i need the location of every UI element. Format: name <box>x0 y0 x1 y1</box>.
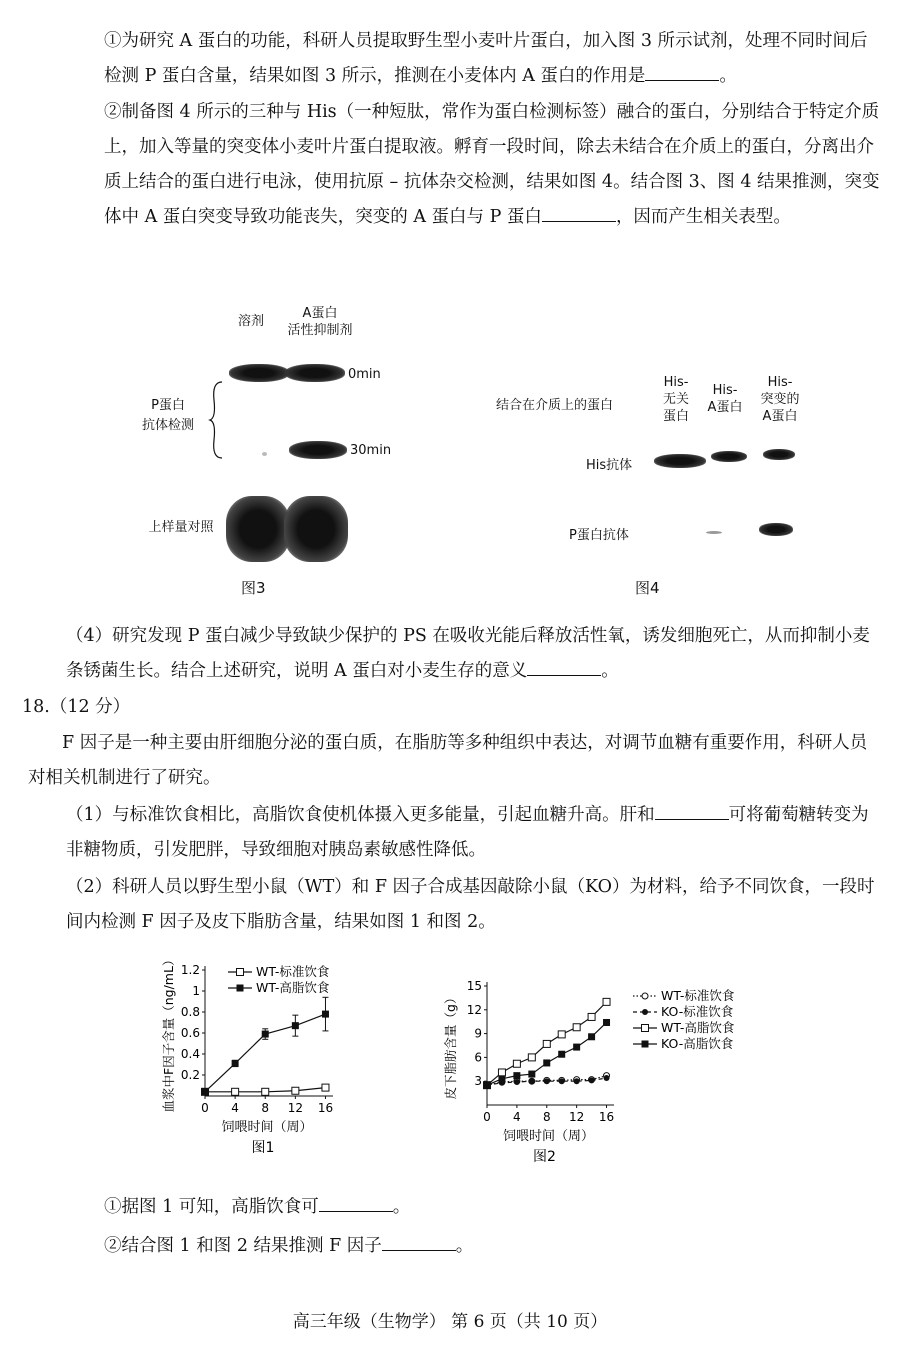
figure-2-chart <box>440 970 790 1165</box>
fig4-col3-label: His- 突变的 A蛋白 <box>760 375 800 424</box>
x-tick-label: 0 <box>483 1110 491 1124</box>
x-tick-label: 12 <box>287 1101 303 1115</box>
figure-1-chart <box>140 953 370 1156</box>
data-point <box>292 1087 299 1094</box>
fig3-loading-band-1 <box>226 496 290 562</box>
answer-blank[interactable] <box>655 801 729 820</box>
data-point <box>484 1082 491 1089</box>
data-point <box>573 1044 580 1051</box>
fig4-p-antibody-label: P蛋白抗体 <box>569 528 629 543</box>
fig3-band-inhibitor-0min <box>285 364 345 382</box>
fig3-caption: 图3 <box>241 579 266 597</box>
data-point <box>588 1013 595 1020</box>
q18-intro: F 因子是一种主要由肝细胞分泌的蛋白质，在脂肪等多种组织中表达，对调节血糖有重要作用，科研人员对相关机制进行了研究。 <box>28 733 868 788</box>
legend-marker <box>642 1041 649 1048</box>
legend-marker <box>642 1009 648 1015</box>
q18-s1-text-a: （1）与标准饮食相比，高脂饮食使机体摄入更多能量，引起血糖升高。肝和 <box>66 805 655 825</box>
y-tick-label: 0.6 <box>180 1026 200 1040</box>
q17-p4-text: （4）研究发现 P 蛋白减少导致缺少保护的 PS 在吸收光能后释放活性氧，诱发细胞死亡，从而抑制小麦条锈菌生长。结合上述研究，说明 A 蛋白对小麦生存的意义 <box>66 626 870 681</box>
legend-label: KO-高脂饮食 <box>661 1036 734 1051</box>
fig4-band-p-mutant-a <box>759 523 793 536</box>
data-point <box>604 1075 610 1081</box>
q18-q2-end: 。 <box>455 1236 474 1256</box>
q18-q2-text: ②结合图 1 和图 2 结果推测 F 因子 <box>104 1236 382 1256</box>
legend-label: WT-高脂饮食 <box>661 1020 735 1035</box>
data-point <box>603 998 610 1005</box>
data-point <box>544 1078 550 1084</box>
x-tick-label: 8 <box>542 1110 551 1124</box>
series-line <box>205 1014 325 1092</box>
fig3-col2-label: A蛋白 活性抑制剂 <box>287 306 353 338</box>
chart-caption: 图2 <box>533 1149 556 1165</box>
y-tick-label: 12 <box>466 1002 482 1017</box>
data-point <box>513 1072 520 1079</box>
y-tick-label: 1 <box>192 984 200 998</box>
legend-marker <box>237 985 244 992</box>
x-tick-label: 0 <box>201 1101 209 1115</box>
q17-p1-text: ①为研究 A 蛋白的功能，科研人员提取野生型小麦叶片蛋白，加入图 3 所示试剂，处理不同时间后检测 P 蛋白含量，结果如图 3 所示，推测在小麦体内 A 蛋白的作用是 <box>104 31 868 86</box>
fig4-caption: 图4 <box>635 579 660 597</box>
data-point <box>292 1022 299 1029</box>
legend-marker <box>237 969 244 976</box>
data-point <box>322 1084 329 1091</box>
y-axis-label: 皮下脂肪含量（g） <box>443 991 458 1100</box>
q18-s1 <box>66 798 882 868</box>
q17-p1-end: 。 <box>719 66 737 86</box>
x-axis-label: 饲喂时间（周） <box>221 1120 313 1135</box>
answer-blank[interactable] <box>527 657 601 676</box>
q17-p4 <box>66 619 882 689</box>
legend-label: WT-标准饮食 <box>661 988 735 1003</box>
data-point <box>262 1088 269 1095</box>
fig4-his-antibody-label: His抗体 <box>586 458 633 473</box>
data-point <box>528 1071 535 1078</box>
chart-caption: 图1 <box>251 1140 275 1156</box>
data-point <box>543 1040 550 1047</box>
data-point <box>543 1059 550 1066</box>
data-point <box>498 1075 505 1082</box>
y-tick-label: 0.8 <box>180 1005 200 1019</box>
legend-label: WT-标准饮食 <box>256 964 330 979</box>
fig3-faint-spot <box>262 452 267 456</box>
fig4-faint-band-a <box>706 531 722 534</box>
y-tick-label: 1.2 <box>180 963 200 977</box>
fig3-loading-band-2 <box>284 496 348 562</box>
q18-q1 <box>104 1190 410 1225</box>
fig3-time-0: 0min <box>348 367 381 382</box>
y-tick-label: 9 <box>474 1026 482 1041</box>
fig4-band-his-unrelated <box>654 454 706 468</box>
q17-p1 <box>104 24 882 94</box>
data-point <box>232 1088 239 1095</box>
data-point <box>588 1033 595 1040</box>
q18-q2 <box>104 1229 473 1264</box>
x-tick-label: 16 <box>317 1101 334 1115</box>
data-point <box>262 1031 269 1038</box>
data-point <box>574 1078 580 1084</box>
x-tick-label: 4 <box>231 1101 239 1115</box>
data-point <box>573 1024 580 1031</box>
q17-p2-text: ②制备图 4 所示的三种与 His（一种短肽，常作为蛋白检测标签）融合的蛋白，分别结合于特定介质上，加入等量的突变体小麦叶片蛋白提取液。孵育一段时间，除去未结合在介质上的蛋白，分离出介质上结合的蛋白进行电泳，使用抗原 – 抗体杂交检测，结果如图 4。结合图 3、图 4 结果推测，突变体中 A 蛋白突变导致功能丧失，突变的 A 蛋白与 P 蛋白 <box>104 102 880 227</box>
fig4-col2-label: His- A蛋白 <box>707 383 743 415</box>
legend-marker <box>642 993 648 999</box>
q18-s2: （2）科研人员以野生型小鼠（WT）和 F 因子合成基因敲除小鼠（KO）为材料，给予不同饮食，一段时间内检测 F 因子及皮下脂肪含量，结果如图 1 和图 2。 <box>66 877 875 932</box>
fig3-brace <box>208 380 228 460</box>
data-point <box>589 1077 595 1083</box>
y-tick-label: 0.2 <box>180 1068 200 1082</box>
legend-label: KO-标准饮食 <box>661 1004 734 1019</box>
data-point <box>232 1060 239 1067</box>
q18-s1-text-b: 可将葡萄糖转变为非糖物质，引发肥胖，导致细胞对胰岛素敏感性降低。 <box>66 805 869 860</box>
q17-p2-end: ，因而产生相关表型。 <box>615 207 791 227</box>
data-point <box>322 1011 329 1018</box>
answer-blank[interactable] <box>542 203 616 222</box>
x-tick-label: 4 <box>513 1110 521 1124</box>
data-point <box>559 1078 565 1084</box>
data-point <box>603 1019 610 1026</box>
legend-label: WT-高脂饮食 <box>256 980 330 995</box>
y-tick-label: 3 <box>474 1074 482 1089</box>
data-point <box>498 1069 505 1076</box>
x-axis-label: 饲喂时间（周） <box>502 1129 595 1144</box>
answer-blank[interactable] <box>319 1193 393 1212</box>
q17-p4-end: 。 <box>601 661 619 681</box>
fig3-time-30: 30min <box>350 443 392 458</box>
q18-title: 18.（12 分） <box>22 697 131 717</box>
page-footer: 高三年级（生物学） 第 6 页（共 10 页） <box>292 1312 608 1332</box>
fig3-loading-label: 上样量对照 <box>148 520 214 535</box>
fig4-col1-label: His- 无关 蛋白 <box>662 375 689 424</box>
data-point <box>513 1060 520 1067</box>
x-tick-label: 12 <box>569 1110 585 1124</box>
x-tick-label: 8 <box>261 1101 270 1115</box>
fig3-col1-label: 溶剂 <box>237 314 264 329</box>
fig4-band-his-mutant-a <box>763 449 795 460</box>
y-tick-label: 0.4 <box>180 1047 200 1061</box>
answer-blank[interactable] <box>382 1232 456 1251</box>
y-tick-label: 6 <box>474 1050 482 1065</box>
answer-blank[interactable] <box>645 62 719 81</box>
x-tick-label: 16 <box>598 1110 615 1124</box>
data-point <box>558 1051 565 1058</box>
data-point <box>514 1079 520 1085</box>
q18-q1-end: 。 <box>392 1197 411 1217</box>
fig3-row-group-label: P蛋白 抗体检测 <box>141 398 194 433</box>
y-axis-label: 血浆中F因子含量（ng/mL） <box>161 953 176 1113</box>
fig4-band-his-a <box>711 451 747 462</box>
q18-q1-text: ①据图 1 可知，高脂饮食可 <box>104 1197 319 1217</box>
data-point <box>202 1088 209 1095</box>
data-point <box>528 1054 535 1061</box>
q17-p2 <box>104 95 882 235</box>
y-tick-label: 15 <box>466 979 482 993</box>
data-point <box>529 1078 535 1084</box>
data-point <box>558 1031 565 1038</box>
fig3-band-solvent-0min <box>229 364 289 382</box>
fig4-row-label: 结合在介质上的蛋白 <box>496 398 614 413</box>
fig3-band-inhibitor-30min <box>289 441 347 459</box>
legend-marker <box>642 1025 649 1032</box>
